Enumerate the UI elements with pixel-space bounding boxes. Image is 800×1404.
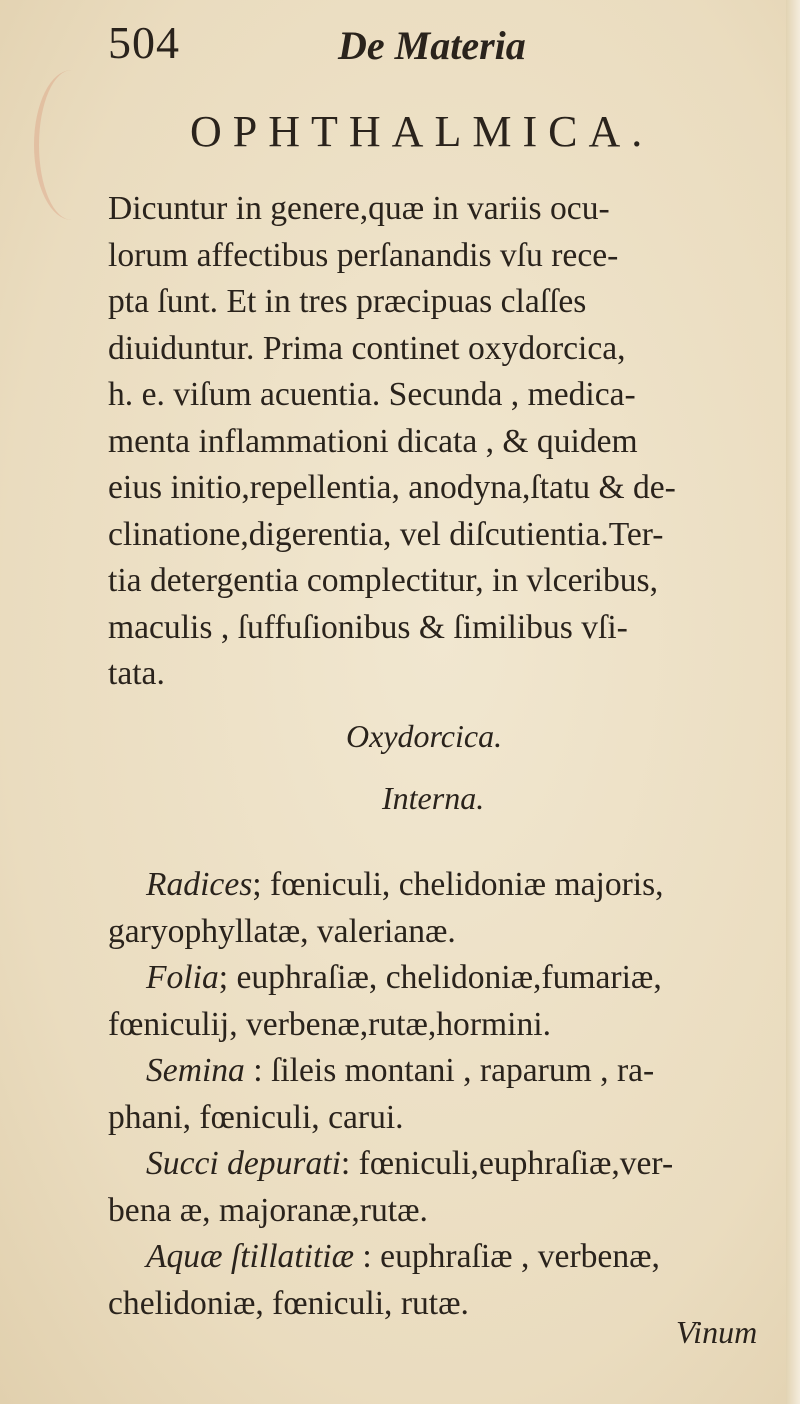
paragraph-line: maculis , ſuffuſionibus & ſimilibus vſi-	[108, 608, 628, 646]
item-label: Aquæ ſtillatitiæ	[146, 1238, 355, 1275]
paragraph-line: tata.	[108, 655, 165, 692]
list-line	[108, 955, 784, 1002]
list-line	[108, 862, 784, 909]
item-separator: ;	[252, 866, 262, 903]
item-separator: :	[340, 1145, 351, 1182]
page-header	[108, 16, 768, 72]
item-text: fœniculi,euphraſiæ,ver-	[350, 1145, 674, 1182]
paragraph-line: menta inflammationi dicata , & quidem	[108, 422, 638, 460]
list-line: garyophyllatæ, valerianæ.	[108, 912, 456, 950]
list-line	[108, 1141, 784, 1188]
running-title: De Materia	[338, 23, 526, 68]
list-item-radices	[108, 862, 784, 955]
paragraph-line: eius initio,repellentia, anodyna,ſtatu & de-	[108, 469, 676, 506]
item-text: euphraſiæ , verbenæ,	[371, 1238, 660, 1275]
item-label: Semina	[146, 1052, 245, 1089]
list-item-folia	[108, 955, 784, 1048]
section-title: OPHTHALMICA.	[190, 107, 654, 156]
intro-paragraph	[108, 186, 784, 698]
subheading-interna: Interna.	[382, 780, 485, 816]
item-text: fœniculi, chelidoniæ majoris,	[261, 866, 664, 903]
item-text: ſileis montani , raparum , ra-	[262, 1052, 655, 1089]
page-number: 504	[108, 17, 180, 68]
list-line	[108, 1234, 784, 1281]
paragraph-line: clinatione,digerentia, vel diſcutientia.Ter-	[108, 515, 664, 553]
list-line: phani, fœniculi, carui.	[108, 1098, 404, 1136]
catchword: Vinum	[676, 1314, 758, 1350]
page-gutter	[786, 0, 800, 1404]
remedy-list	[108, 862, 784, 1327]
subheading-oxydorcica: Oxydorcica.	[346, 718, 503, 754]
paragraph-line: h. e. viſum acuentia. Secunda , medica-	[108, 376, 636, 413]
item-text: euphraſiæ, chelidoniæ,fumariæ,	[228, 959, 662, 996]
list-item-semina	[108, 1048, 784, 1141]
item-label: Succi depurati	[146, 1145, 341, 1182]
list-line: bena æ, majoranæ,rutæ.	[108, 1191, 428, 1229]
paragraph-line: pta ſunt. Et in tres præcipuas claſſes	[108, 283, 587, 320]
item-label: Radices	[146, 866, 253, 903]
paragraph-line: lorum affectibus perſanandis vſu rece-	[108, 236, 619, 274]
paper-stain	[34, 70, 109, 220]
list-item-succi	[108, 1141, 784, 1234]
paragraph-line: Dicuntur in genere,quæ in variis ocu-	[108, 190, 610, 227]
list-line	[108, 1048, 784, 1095]
item-label: Folia	[146, 959, 219, 996]
list-line: chelidoniæ, fœniculi, rutæ.	[108, 1284, 469, 1322]
item-separator: ;	[218, 959, 229, 996]
paragraph-line: tia detergentia complectitur, in vlceribus,	[108, 562, 659, 599]
item-separator: :	[354, 1238, 372, 1275]
list-line: fœniculij, verbenæ,rutæ,hormini.	[108, 1005, 551, 1043]
paragraph-line: diuiduntur. Prima continet oxydorcica,	[108, 329, 626, 367]
item-separator: :	[244, 1052, 263, 1089]
